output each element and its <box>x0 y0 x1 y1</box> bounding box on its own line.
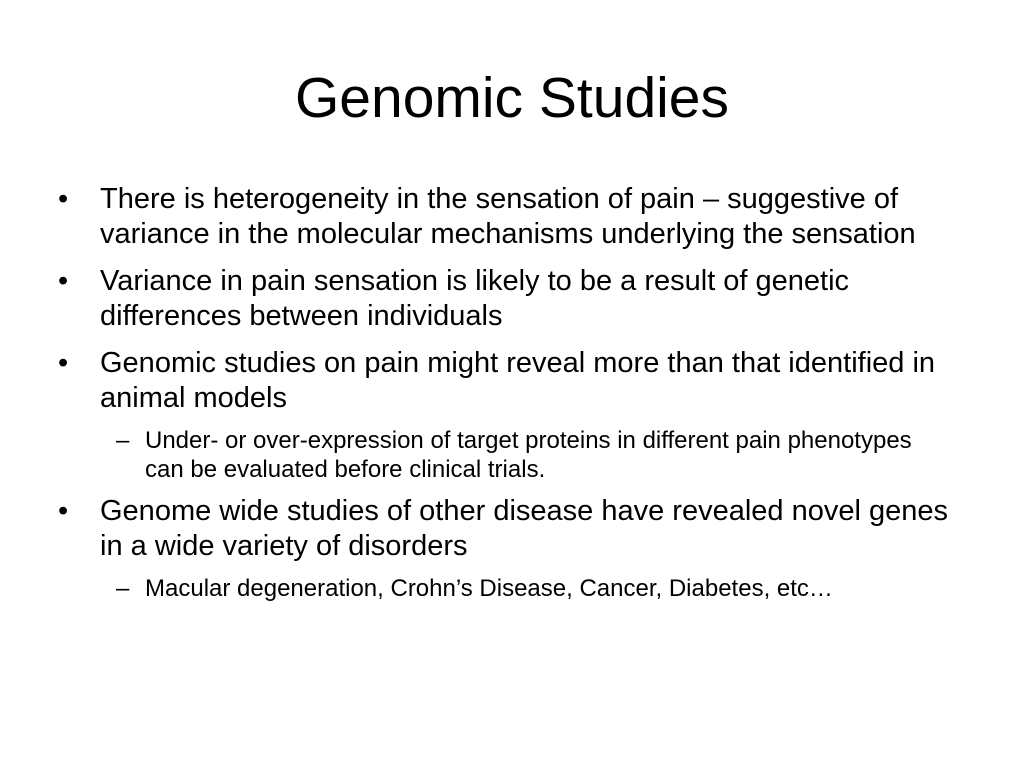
bullet-item-1 <box>56 182 956 252</box>
bullet-item-2 <box>56 264 956 334</box>
bullet-text: Genomic studies on pain might reveal more than that identified in animal models <box>100 347 936 414</box>
sub-bullet-text: Macular degeneration, Crohn’s Disease, Cancer, Diabetes, etc… <box>145 575 833 602</box>
bullet-text: There is heterogeneity in the sensation of pain – suggestive of variance in the molecular mechanisms underlying the sensation <box>100 183 916 250</box>
slide-title: Genomic Studies <box>294 66 730 130</box>
bullet-marker: • <box>58 347 69 379</box>
bullet-text: Genome wide studies of other disease have revealed novel genes in a wide variety of disorders <box>100 495 948 562</box>
sub-bullet-item-3 <box>56 426 956 484</box>
bullet-marker: • <box>58 183 69 215</box>
sub-bullet-item-4 <box>56 574 956 603</box>
bullet-item-3 <box>56 346 956 416</box>
sub-bullet-marker: – <box>116 427 130 454</box>
bullet-text: Variance in pain sensation is likely to be a result of genetic differences between individuals <box>100 265 850 332</box>
bullet-item-4 <box>56 494 956 564</box>
sub-bullet-text: Under- or over-expression of target proteins in different pain phenotypes can be evaluated before clinical trials. <box>145 427 912 483</box>
slide-body <box>56 182 956 613</box>
sub-bullet-marker: – <box>116 575 130 602</box>
bullet-marker: • <box>58 265 69 297</box>
bullet-marker: • <box>58 495 69 527</box>
